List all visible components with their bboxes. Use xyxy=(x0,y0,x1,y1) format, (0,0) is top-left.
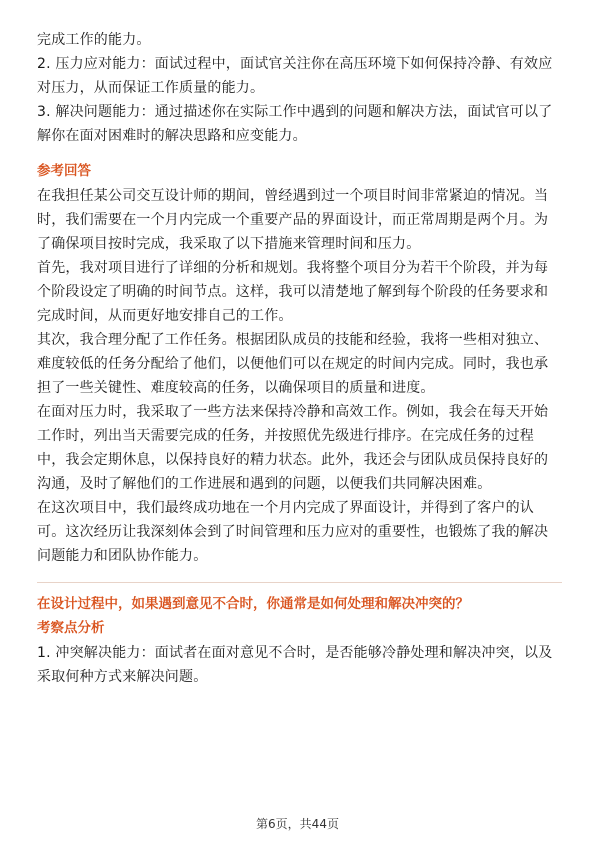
divider xyxy=(37,582,562,583)
paragraph: 完成工作的能力。 xyxy=(37,32,151,48)
page-number: 第6页，共44页 xyxy=(256,817,339,831)
section-title-reference-answer: 参考回答 xyxy=(37,163,91,179)
paragraph: 在这次项目中，我们最终成功地在一个月内完成了界面设计，并得到了客户的认可。这次经历让我深刻体会到了时间管理和压力应对的重要性，也锻炼了我的解决问题能力和团队协作能力。 xyxy=(37,500,549,564)
paragraph: 3. 解决问题能力：通过描述你在实际工作中遇到的问题和解决方法，面试官可以了解你在面对困难时的解决思路和应变能力。 xyxy=(37,104,553,144)
paragraph: 1. 冲突解决能力：面试者在面对意见不合时，是否能够冷静处理和解决冲突，以及采取何种方式来解决问题。 xyxy=(37,645,553,685)
paragraph: 2. 压力应对能力：面试过程中，面试官关注你在高压环境下如何保持冷静、有效应对压力，从而保证工作质量的能力。 xyxy=(37,56,553,96)
paragraph: 在我担任某公司交互设计师的期间，曾经遇到过一个项目时间非常紧迫的情况。当时，我们需要在一个月内完成一个重要产品的界面设计，而正常周期是两个月。为了确保项目按时完成，我采取了以下措施来管理时间和压力。 xyxy=(37,188,549,252)
paragraph: 在面对压力时，我采取了一些方法来保持冷静和高效工作。例如，我会在每天开始工作时，列出当天需要完成的任务，并按照优先级进行排序。在完成任务的过程中，我会定期休息，以保持良好的精力状态。此外，我还会与团队成员保持良好的沟通，及时了解他们的工作进展和遇到的问题，以便我们共同解决困难。 xyxy=(37,404,549,492)
page-content xyxy=(37,28,562,689)
section-title-analysis: 考察点分析 xyxy=(37,620,105,636)
paragraph: 其次，我合理分配了工作任务。根据团队成员的技能和经验，我将一些相对独立、难度较低的任务分配给了他们，以便他们可以在规定的时间内完成。同时，我也承担了一些关键性、难度较高的任务，以确保项目的质量和进度。 xyxy=(37,332,549,396)
paragraph: 首先，我对项目进行了详细的分析和规划。我将整个项目分为若干个阶段，并为每个阶段设定了明确的时间节点。这样，我可以清楚地了解到每个阶段的任务要求和完成时间，从而更好地安排自己的工作。 xyxy=(37,260,549,324)
question-heading: 在设计过程中，如果遇到意见不合时，你通常是如何处理和解决冲突的？ xyxy=(37,596,469,612)
